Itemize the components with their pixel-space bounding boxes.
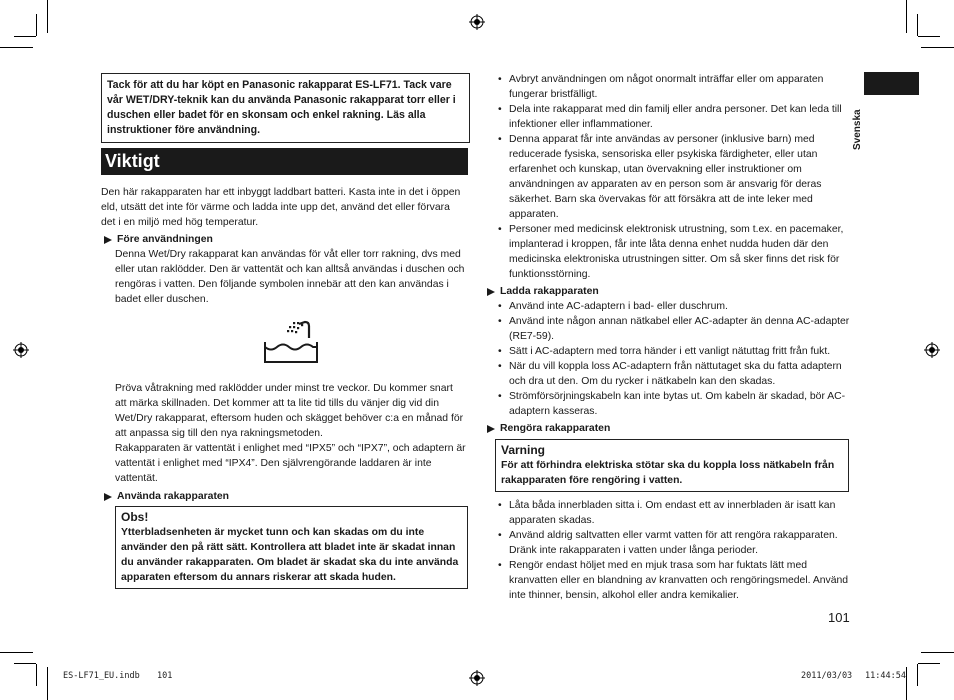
crop-mark (918, 663, 940, 664)
crop-mark (36, 664, 37, 686)
charging-list (495, 299, 855, 419)
crop-mark (47, 0, 48, 33)
language-tab (864, 72, 919, 95)
list-item: • Avbryt användningen om något onormalt inträffar eller om apparaten fungerar bristfälligt. (495, 72, 855, 102)
crop-mark (36, 14, 37, 36)
list-item: • Personer med medicinsk elektronisk utrustning, som t.ex. en pacemaker, implanterad i kroppen, får inte låta denna enhet nudda huden där den medicinska elektroniska utrustningen sitter. Om så sker finns det risk för funktionsstörning. (495, 222, 855, 282)
section-heading-label: Ladda rakapparaten (500, 286, 599, 297)
page-number: 101 (828, 610, 850, 625)
note-text: Ytterbladsenheten är mycket tunn och kan skadas om du inte använder den på rätt sätt. Kontrollera att bladet inte är skadat innan du använder rakapparaten. Om bladet är skadat ska du inte använda apparaten eftersom du annars riskerar att skada huden. (121, 527, 459, 583)
footer-page: 101 (157, 671, 173, 681)
list-item: • Dela inte rakapparat med din familj eller andra personer. Det kan leda till infektioner eller inflammationer. (495, 102, 855, 132)
list-item: • Använd inte någon annan nätkabel eller AC-adapter än denna AC-adapter (RE7-59). (495, 314, 855, 344)
crop-mark (906, 0, 907, 33)
list-item: • Strömförsörjningskabeln kan inte bytas ut. Om kabeln är skadad, bör AC-adaptern kasseras. (495, 389, 855, 419)
bath-shower-icon (263, 320, 319, 366)
list-item: • Denna apparat får inte användas av personer (inklusive barn) med reducerade fysiska, sensoriska eller psykiska färdigheter, eller utan erfarenhet och kunskap, utan övervakning eller instruktioner om användningen av apparaten av en person som är ansvarig för deras säkerhet. Barn ska övervakas för att försäkra att de inte leker med apparaten. (495, 132, 855, 222)
footer-date: 2011/03/03 (801, 671, 853, 681)
crop-mark (921, 47, 954, 48)
warning-text: För att förhindra elektriska stötar ska du koppla loss nätkabeln från rakapparaten före rengöring i vatten. (501, 460, 835, 486)
before-use-text: Denna Wet/Dry rakapparat kan användas för våt eller torr rakning, dvs med eller utan raklödder. Den är vattentät och kan alltså användas i duschen och rengöras i vatten. Den följande symbolen innebär att den kan användas i badet eller duschen. (115, 249, 465, 305)
lead-paragraph: Den här rakapparaten har ett inbyggt laddbart batteri. Kasta inte in det i öppen eld, utsätt det inte för värme och ladda inte upp det, använd det eller förvara det i en miljö med hög temperatur. (101, 187, 461, 228)
section-heading-using (104, 489, 229, 504)
safety-list (495, 72, 855, 282)
crop-mark (0, 47, 33, 48)
registration-mark-icon (469, 14, 485, 30)
crop-mark (917, 664, 918, 686)
section-heading-label: Använda rakapparaten (117, 491, 230, 502)
registration-mark-icon (13, 342, 29, 358)
crop-mark (921, 652, 954, 653)
crop-mark (14, 36, 36, 37)
list-item: • Låta båda innerbladen sitta i. Om endast ett av innerbladen är isatt kan apparaten skadas. (495, 498, 855, 528)
crop-mark (918, 36, 940, 37)
crop-mark (917, 14, 918, 36)
crop-mark (0, 652, 33, 653)
wet-shave-text: Pröva våtrakning med raklödder under minst tre veckor. Du kommer snart att märka skillnaden. Det kommer att ta lite tid tills du vänjer dig vid din Wet/Dry rakapparat, eftersom huden och skägget behöver c:a en månad för att anpassa sig till den nya rakningsmetoden. (115, 383, 464, 439)
note-title: Obs! (121, 510, 149, 524)
list-item: • När du vill koppla loss AC-adaptern från nättutaget ska du fatta adaptern och dra ut den. Om du rycker i nätkabeln kan den skadas. (495, 359, 855, 389)
cleaning-list (495, 498, 855, 603)
list-item: • Sätt i AC-adaptern med torra händer i ett vanligt nätuttag fritt från fukt. (495, 344, 855, 359)
warning-title: Varning (501, 443, 546, 457)
registration-mark-icon (924, 342, 940, 358)
crop-mark (47, 667, 48, 700)
registration-mark-icon (469, 670, 485, 686)
crop-mark (14, 663, 36, 664)
triangle-bullet-icon (487, 288, 495, 296)
triangle-bullet-icon (104, 236, 112, 244)
intro-box: Tack för att du har köpt en Panasonic rakapparat ES-LF71. Tack vare vår WET/DRY-teknik kan du använda Panasonic rakapparat torr eller i duschen eller badet för en skonsam och enkel rakning. Läs alla instruktioner före användning. (101, 73, 470, 143)
footer-file: ES-LF71_EU.indb (63, 671, 140, 681)
warning-box (495, 439, 849, 492)
page-title: Viktigt (101, 148, 468, 175)
list-item: • Rengör endast höljet med en mjuk trasa som har fuktats lätt med kranvatten eller en blandning av kranvatten och rengöringsmedel. Använd inte thinner, bensin, alkohol eller andra kemikalier. (495, 558, 855, 603)
triangle-bullet-icon (487, 425, 495, 433)
waterproof-text: Rakapparaten är vattentät i enlighet med “IPX5” och “IPX7”, och adaptern är vattentät i enlighet med “IPX4”. Den självrengörande laddaren är inte vattentät. (115, 443, 466, 484)
section-heading-cleaning (487, 421, 855, 436)
list-item: • Använd inte AC-adaptern i bad- eller duschrum. (495, 299, 855, 314)
list-item: • Använd aldrig saltvatten eller varmt vatten för att rengöra rakapparaten. Dränk inte rakapparaten i vatten under långa perioder. (495, 528, 855, 558)
crop-mark (906, 667, 907, 700)
right-column (495, 72, 855, 603)
note-box (115, 506, 468, 589)
section-heading-label: Rengöra rakapparaten (500, 423, 611, 434)
language-label: Svenska (852, 109, 863, 150)
section-heading-charging (487, 284, 855, 299)
section-heading-label: Före användningen (117, 234, 213, 245)
footer-time: 11:44:54 (865, 671, 906, 681)
triangle-bullet-icon (104, 493, 112, 501)
section-heading-before-use (104, 232, 213, 247)
